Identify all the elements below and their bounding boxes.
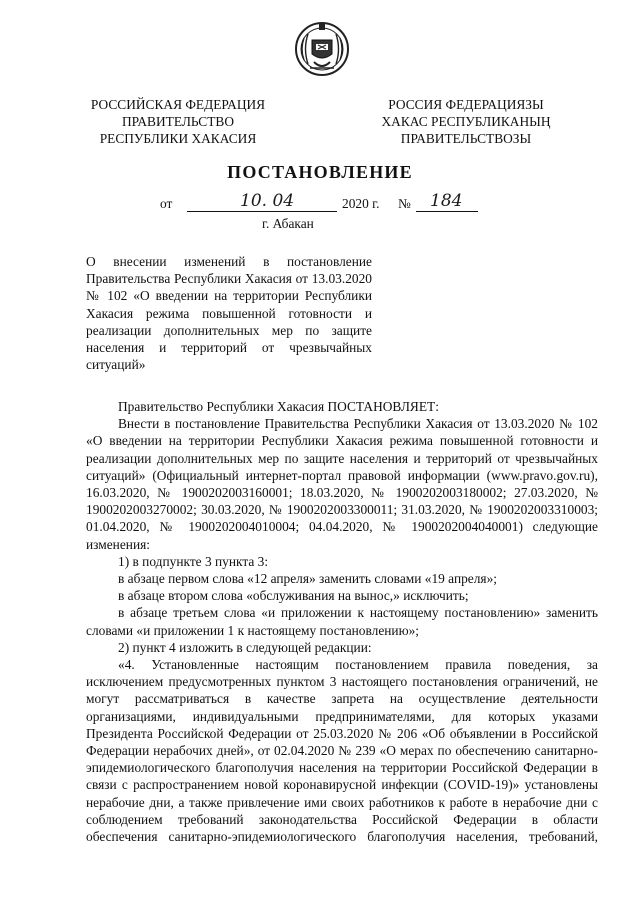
header-left-line-1: РОССИЙСКАЯ ФЕДЕРАЦИЯ bbox=[90, 97, 266, 112]
body-text bbox=[86, 398, 598, 845]
subject-block bbox=[86, 253, 372, 373]
handwritten-number: 184 bbox=[430, 191, 463, 211]
handwritten-date: 10. 04 bbox=[240, 191, 295, 211]
date-number-line bbox=[0, 191, 640, 218]
body-paragraph-3: 1) в подпункте 3 пункта 3: bbox=[118, 553, 269, 569]
header-left-block bbox=[78, 96, 278, 147]
subject-text: О внесении изменений в постановление Правительства Республики Хакасия от 13.03.2020 № 102 «О введении на территории Республики Хакасия режима повышенной готовности и реализации дополнительных мер по защите населения и территорий от чрезвычайных ситуаций» bbox=[86, 254, 372, 373]
body-paragraph-4: в абзаце первом слова «12 апреля» заменить словами «19 апреля»; bbox=[118, 571, 498, 587]
body-paragraph-2: Внести в постановление Правительства Республики Хакасия от 13.03.2020 № 102 «О введении на территории Республики Хакасия режима повышенной готовности и реализации дополнительных мер по защите населения и территорий от чрезвычайных ситуаций» (Официальный интернет-портал правовой информации (www.pravo.gov.ru), 16.03.2020, № 1900202003160001; 18.03.2020, № 1900202003180002; 27.03.2020, № 1900202003270002; 30.03.2020, № 1900202003300011; 31.03.2020, № 1900202003310003; 01.04.2020, № 1900202004010004; 04.04.2020, № 1900202004040001) следующие изменения: bbox=[86, 416, 598, 552]
date-prefix: от bbox=[160, 196, 173, 211]
body-paragraph-5: в абзаце втором слова «обслуживания на вынос,» исключить; bbox=[118, 588, 469, 604]
document-title: ПОСТАНОВЛЕНИЕ bbox=[227, 162, 413, 182]
number-sign: № bbox=[398, 196, 411, 211]
date-underline bbox=[187, 211, 337, 212]
body-paragraph-7: 2) пункт 4 изложить в следующей редакции: bbox=[118, 639, 372, 655]
header-right-line-3: ПРАВИТЕЛЬСТВОЗЫ bbox=[400, 131, 532, 146]
header-right-line-1: РОССИЯ ФЕДЕРАЦИЯЗЫ bbox=[388, 97, 544, 112]
header-right-line-2: ХАКАС РЕСПУБЛИКАНЫҢ bbox=[381, 114, 551, 129]
coat-of-arms-emblem bbox=[294, 20, 350, 78]
body-paragraph-6: в абзаце третьем слова «и приложении к настоящему постановлению» заменить словами «и приложении 1 к настоящему постановлению»; bbox=[86, 605, 598, 638]
date-year: 2020 г. bbox=[342, 196, 380, 211]
header-left-line-2: ПРАВИТЕЛЬСТВО bbox=[121, 114, 234, 129]
number-underline bbox=[416, 211, 478, 212]
body-paragraph-1: Правительство Республики Хакасия ПОСТАНОВЛЯЕТ: bbox=[118, 399, 439, 414]
city-label: г. Абакан bbox=[262, 216, 314, 231]
body-paragraph-8: «4. Установленные настоящим постановлением правила поведения, за исключением предусмотренных пунктом 3 настоящего постановления ограничений, не могут рассматриваться в качестве запрета на осуществление деятельности организациями, индивидуальными предпринимателями, для которых указами Президента Российской Федерации от 25.03.2020 № 206 «Об объявлении в Российской Федерации нерабочих дней», от 02.04.2020 № 239 «О мерах по обеспечению санитарно-эпидемиологического благополучия населения на территории Российской Федерации в связи с распространением новой коронавирусной инфекции (COVID-19)» установлены нерабочие дни, а также привлечение ими своих работников к работе в нерабочие дни с соблюдением требований законодательства Российской Федерации в области обеспечения санитарно-эпидемиологического благополучия населения, требований, bbox=[86, 657, 598, 845]
header-left-line-3: РЕСПУБЛИКИ ХАКАСИЯ bbox=[99, 131, 257, 146]
header-right-block bbox=[368, 96, 564, 147]
